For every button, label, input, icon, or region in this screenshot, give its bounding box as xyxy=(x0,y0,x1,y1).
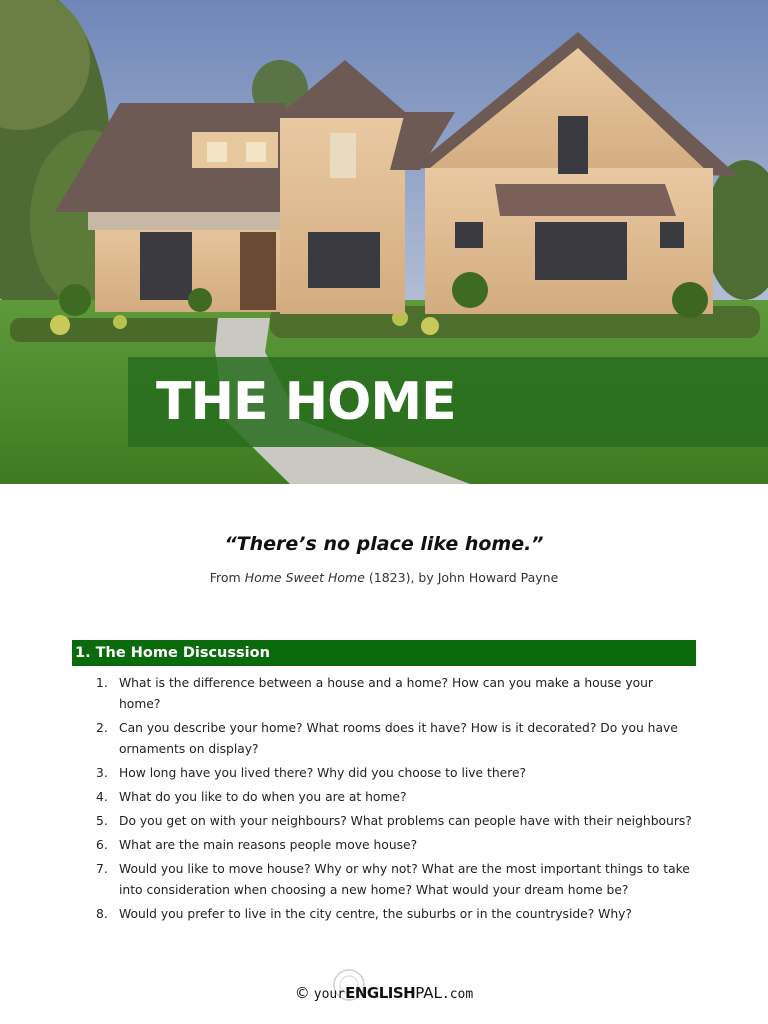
hero-banner xyxy=(0,0,768,484)
brand-domain: .com xyxy=(441,987,474,1002)
list-item xyxy=(92,763,692,784)
question-number: 6. xyxy=(96,838,108,852)
question-number: 1. xyxy=(96,676,108,690)
question-text: Would you prefer to live in the city centre, the suburbs or in the countryside? Why? xyxy=(119,907,632,921)
section-header xyxy=(72,640,696,666)
page-title: THE HOME xyxy=(156,372,456,432)
brand-your: your xyxy=(313,987,346,1002)
question-text: Can you describe your home? What rooms does it have? How is it decorated? Do you have ornaments on display? xyxy=(119,721,678,756)
question-text: How long have you lived there? Why did you choose to live there? xyxy=(119,766,527,780)
quote-source-suffix: (1823), by John Howard Payne xyxy=(364,570,559,585)
question-list xyxy=(92,673,692,928)
list-item xyxy=(92,787,692,808)
list-item xyxy=(92,904,692,925)
question-text: What are the main reasons people move house? xyxy=(119,838,418,852)
list-item xyxy=(92,718,692,760)
question-text: Would you like to move house? Why or why not? What are the most important things to take into consideration when choosing a new home? What would your dream home be? xyxy=(119,862,690,897)
list-item xyxy=(92,835,692,856)
question-number: 5. xyxy=(96,814,108,828)
section-title: 1. The Home Discussion xyxy=(75,645,270,661)
question-text: Do you get on with your neighbours? What problems can people have with their neighbours? xyxy=(119,814,692,828)
question-text: What do you like to do when you are at home? xyxy=(119,790,407,804)
brand-english: ENGLISH xyxy=(345,984,416,1002)
question-text: What is the difference between a house and a home? How can you make a house your home? xyxy=(119,676,653,711)
quote-source-work: Home Sweet Home xyxy=(244,570,365,585)
question-number: 8. xyxy=(96,907,108,921)
quote-source-prefix: From xyxy=(209,570,245,585)
copyright-symbol: © xyxy=(294,984,310,1002)
question-number: 2. xyxy=(96,721,108,735)
footer-brand xyxy=(0,984,768,1002)
question-number: 7. xyxy=(96,862,108,876)
quote-text: “There’s no place like home.” xyxy=(224,533,544,555)
question-number: 3. xyxy=(96,766,108,780)
title-band xyxy=(128,357,768,447)
list-item xyxy=(92,859,692,901)
question-number: 4. xyxy=(96,790,108,804)
list-item xyxy=(92,673,692,715)
list-item xyxy=(92,811,692,832)
quote-source xyxy=(0,570,768,585)
brand-pal: PAL xyxy=(415,984,442,1002)
